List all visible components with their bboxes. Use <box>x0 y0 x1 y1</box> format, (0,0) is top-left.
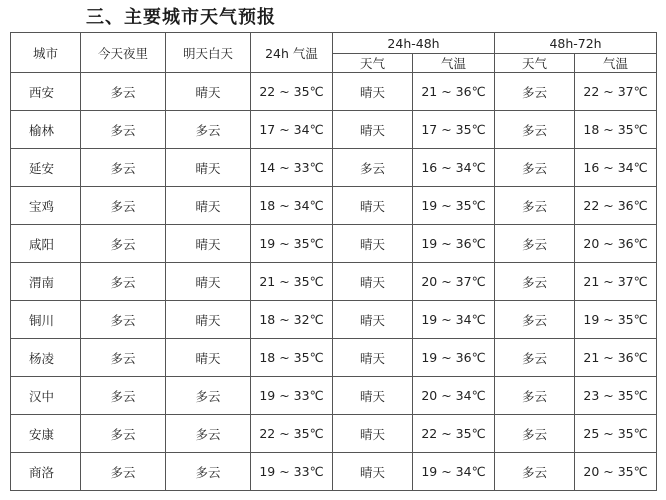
table-row <box>11 415 657 453</box>
tonight-cell: 多云 <box>81 415 166 453</box>
weather-48h-cell: 晴天 <box>333 187 413 225</box>
header-temp-48h: 气温 <box>413 54 495 73</box>
temp-72h-cell: 23 ~ 35℃ <box>575 377 657 415</box>
temp-48h-cell: 19 ~ 36℃ <box>413 339 495 377</box>
temp-24h-cell: 22 ~ 35℃ <box>251 73 333 111</box>
weather-48h-cell: 晴天 <box>333 225 413 263</box>
tomorrow-day-cell: 晴天 <box>166 225 251 263</box>
city-cell: 渭南 <box>11 263 81 301</box>
tonight-cell: 多云 <box>81 149 166 187</box>
tomorrow-day-cell: 晴天 <box>166 149 251 187</box>
weather-48h-cell: 晴天 <box>333 111 413 149</box>
tomorrow-day-cell: 晴天 <box>166 187 251 225</box>
weather-48h-cell: 晴天 <box>333 339 413 377</box>
weather-48h-cell: 晴天 <box>333 415 413 453</box>
header-group-24-48h: 24h-48h <box>333 33 495 54</box>
table-row <box>11 301 657 339</box>
table-row <box>11 149 657 187</box>
temp-48h-cell: 17 ~ 35℃ <box>413 111 495 149</box>
temp-72h-cell: 20 ~ 36℃ <box>575 225 657 263</box>
table-row <box>11 73 657 111</box>
weather-72h-cell: 多云 <box>495 453 575 491</box>
temp-48h-cell: 20 ~ 37℃ <box>413 263 495 301</box>
temp-24h-cell: 18 ~ 35℃ <box>251 339 333 377</box>
temp-72h-cell: 19 ~ 35℃ <box>575 301 657 339</box>
weather-48h-cell: 晴天 <box>333 453 413 491</box>
header-row <box>11 33 657 54</box>
weather-48h-cell: 晴天 <box>333 377 413 415</box>
temp-48h-cell: 19 ~ 35℃ <box>413 187 495 225</box>
temp-72h-cell: 21 ~ 36℃ <box>575 339 657 377</box>
header-tonight: 今天夜里 <box>81 33 166 73</box>
temp-72h-cell: 16 ~ 34℃ <box>575 149 657 187</box>
temp-72h-cell: 25 ~ 35℃ <box>575 415 657 453</box>
temp-24h-cell: 22 ~ 35℃ <box>251 415 333 453</box>
city-cell: 安康 <box>11 415 81 453</box>
weather-72h-cell: 多云 <box>495 263 575 301</box>
temp-48h-cell: 16 ~ 34℃ <box>413 149 495 187</box>
tomorrow-day-cell: 多云 <box>166 453 251 491</box>
header-temp-72h: 气温 <box>575 54 657 73</box>
city-cell: 汉中 <box>11 377 81 415</box>
tomorrow-day-cell: 晴天 <box>166 73 251 111</box>
temp-72h-cell: 21 ~ 37℃ <box>575 263 657 301</box>
temp-24h-cell: 19 ~ 33℃ <box>251 377 333 415</box>
weather-72h-cell: 多云 <box>495 301 575 339</box>
temp-48h-cell: 22 ~ 35℃ <box>413 415 495 453</box>
temp-72h-cell: 18 ~ 35℃ <box>575 111 657 149</box>
tomorrow-day-cell: 多云 <box>166 111 251 149</box>
tomorrow-day-cell: 晴天 <box>166 339 251 377</box>
tomorrow-day-cell: 多云 <box>166 377 251 415</box>
temp-48h-cell: 20 ~ 34℃ <box>413 377 495 415</box>
weather-48h-cell: 多云 <box>333 149 413 187</box>
forecast-table <box>10 32 657 491</box>
tonight-cell: 多云 <box>81 377 166 415</box>
weather-48h-cell: 晴天 <box>333 73 413 111</box>
temp-24h-cell: 19 ~ 35℃ <box>251 225 333 263</box>
city-cell: 杨凌 <box>11 339 81 377</box>
weather-72h-cell: 多云 <box>495 187 575 225</box>
tomorrow-day-cell: 晴天 <box>166 301 251 339</box>
temp-48h-cell: 21 ~ 36℃ <box>413 73 495 111</box>
table-row <box>11 111 657 149</box>
weather-48h-cell: 晴天 <box>333 263 413 301</box>
city-cell: 宝鸡 <box>11 187 81 225</box>
tonight-cell: 多云 <box>81 339 166 377</box>
temp-48h-cell: 19 ~ 36℃ <box>413 225 495 263</box>
weather-72h-cell: 多云 <box>495 377 575 415</box>
header-group-48-72h: 48h-72h <box>495 33 657 54</box>
temp-48h-cell: 19 ~ 34℃ <box>413 301 495 339</box>
city-cell: 咸阳 <box>11 225 81 263</box>
table-row <box>11 225 657 263</box>
table-row <box>11 263 657 301</box>
header-tomorrow-day: 明天白天 <box>166 33 251 73</box>
city-cell: 商洛 <box>11 453 81 491</box>
weather-72h-cell: 多云 <box>495 339 575 377</box>
temp-24h-cell: 17 ~ 34℃ <box>251 111 333 149</box>
tomorrow-day-cell: 晴天 <box>166 263 251 301</box>
tonight-cell: 多云 <box>81 73 166 111</box>
weather-72h-cell: 多云 <box>495 111 575 149</box>
tonight-cell: 多云 <box>81 301 166 339</box>
header-weather-48h: 天气 <box>333 54 413 73</box>
temp-24h-cell: 21 ~ 35℃ <box>251 263 333 301</box>
city-cell: 延安 <box>11 149 81 187</box>
table-row <box>11 377 657 415</box>
table-row <box>11 453 657 491</box>
weather-72h-cell: 多云 <box>495 415 575 453</box>
header-city: 城市 <box>11 33 81 73</box>
table-row <box>11 339 657 377</box>
temp-24h-cell: 18 ~ 34℃ <box>251 187 333 225</box>
city-cell: 铜川 <box>11 301 81 339</box>
temp-24h-cell: 14 ~ 33℃ <box>251 149 333 187</box>
header-temp-24h: 24h 气温 <box>251 33 333 73</box>
tonight-cell: 多云 <box>81 453 166 491</box>
weather-48h-cell: 晴天 <box>333 301 413 339</box>
city-cell: 西安 <box>11 73 81 111</box>
city-cell: 榆林 <box>11 111 81 149</box>
table-row <box>11 187 657 225</box>
tonight-cell: 多云 <box>81 263 166 301</box>
weather-72h-cell: 多云 <box>495 73 575 111</box>
temp-24h-cell: 19 ~ 33℃ <box>251 453 333 491</box>
tonight-cell: 多云 <box>81 111 166 149</box>
temp-72h-cell: 20 ~ 35℃ <box>575 453 657 491</box>
temp-72h-cell: 22 ~ 36℃ <box>575 187 657 225</box>
page-title: 三、主要城市天气预报 <box>86 7 276 28</box>
tonight-cell: 多云 <box>81 225 166 263</box>
temp-72h-cell: 22 ~ 37℃ <box>575 73 657 111</box>
tomorrow-day-cell: 多云 <box>166 415 251 453</box>
temp-24h-cell: 18 ~ 32℃ <box>251 301 333 339</box>
weather-72h-cell: 多云 <box>495 149 575 187</box>
temp-48h-cell: 19 ~ 34℃ <box>413 453 495 491</box>
weather-72h-cell: 多云 <box>495 225 575 263</box>
tonight-cell: 多云 <box>81 187 166 225</box>
header-weather-72h: 天气 <box>495 54 575 73</box>
